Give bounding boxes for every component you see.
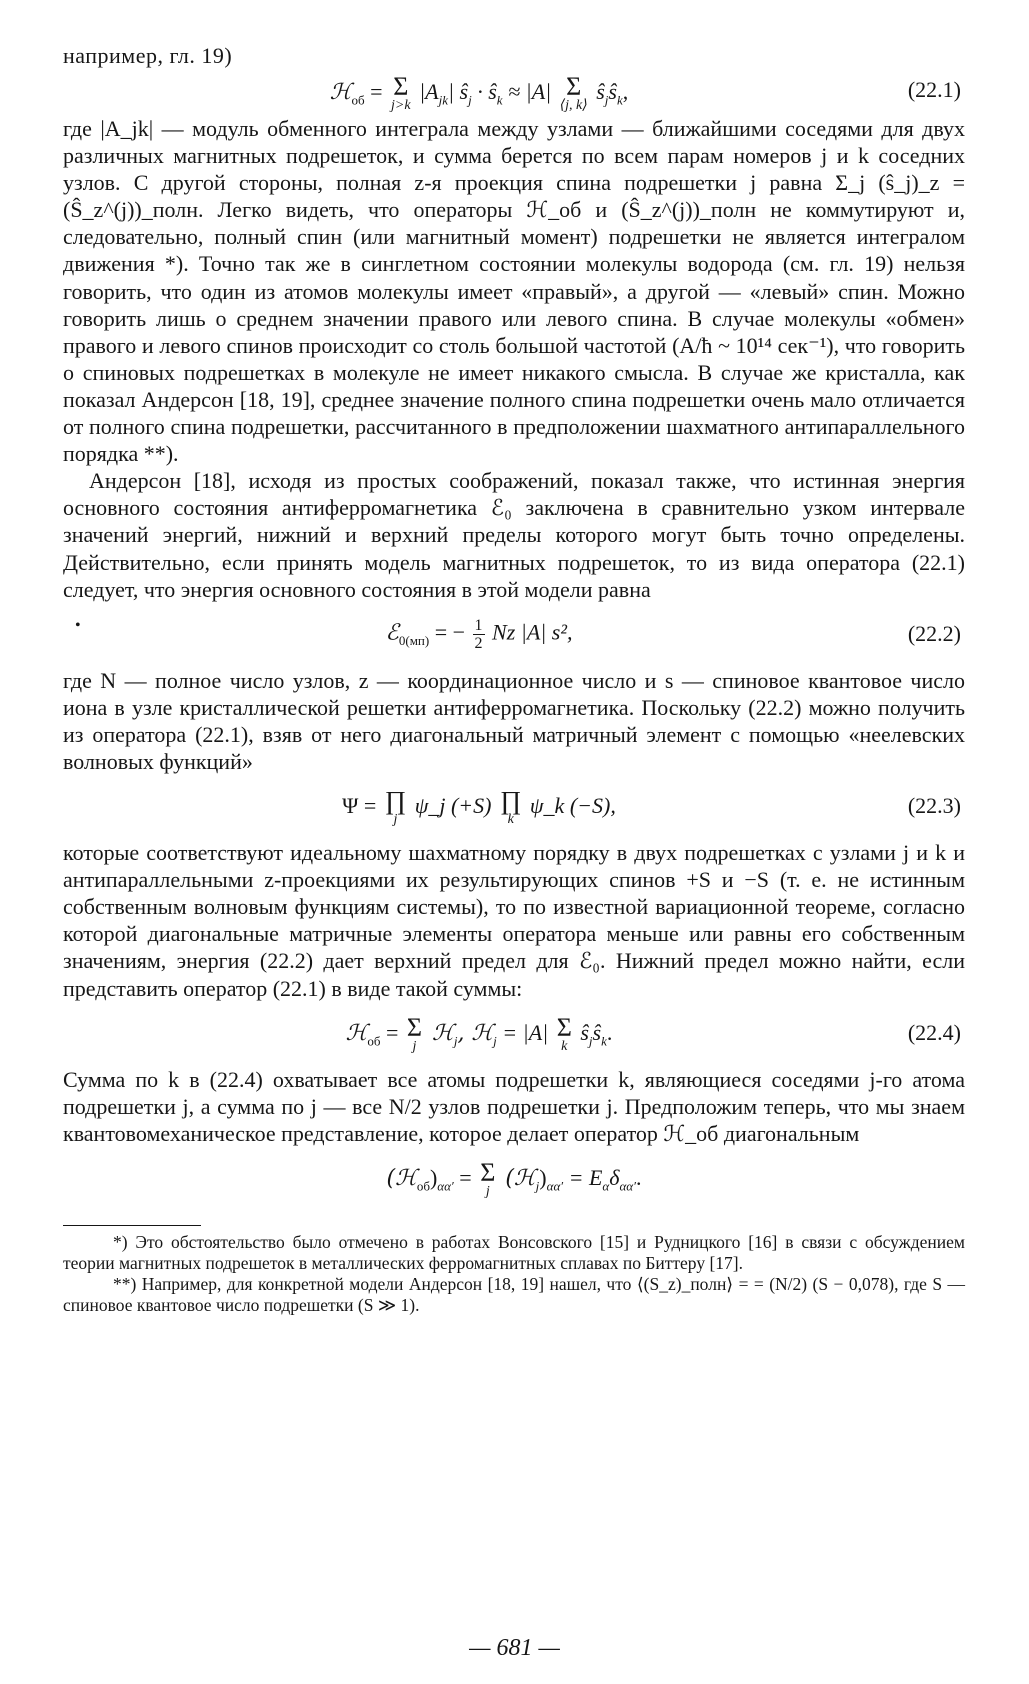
eq1-hamiltonian: ℋ — [329, 80, 352, 106]
eq3-term2: ψ_k (−S), — [524, 793, 616, 819]
eq4-term1-sub: j — [453, 1033, 458, 1049]
equation-22-2 — [63, 603, 965, 667]
eq4-sum-2: Σ k — [556, 1012, 572, 1054]
eq4-hamiltonian: ℋ — [345, 1020, 368, 1046]
eq5-term1b: ) — [539, 1164, 547, 1190]
eq5-left2: ) — [429, 1164, 438, 1190]
eq1-term1e: k — [496, 92, 503, 108]
eq1-term1-sub: jk — [438, 92, 448, 108]
eq4-term1: ℋ — [425, 1020, 454, 1046]
eq2-fraction — [473, 617, 485, 652]
eq1-sum-1: Σ j>k — [391, 72, 411, 113]
eq4-term2b: j — [588, 1033, 593, 1049]
eq3-prod-2-sign: ∏ — [499, 786, 522, 816]
eq4-hamiltonian-sub: об — [367, 1033, 381, 1049]
eq3-prod-1-sub: j — [393, 812, 398, 828]
eq5-equals: = — [453, 1164, 478, 1190]
lead-line: например, гл. 19) — [63, 43, 233, 68]
eq4-equals: = — [380, 1019, 404, 1045]
eq1-approx: ≈ |A| — [502, 79, 557, 105]
eq5-term1c: αα′ — [546, 1178, 564, 1194]
eq1-equals: = — [364, 79, 389, 105]
eq3-prod-2-sub: k — [507, 812, 514, 828]
eq1-term1: |A — [419, 79, 439, 105]
eq2-frac-top: 1 — [474, 616, 483, 634]
eq5-term1e: α — [602, 1178, 610, 1194]
equation-number-22-4: (22.4) — [907, 1019, 961, 1045]
eq1-term2b: j — [604, 92, 609, 108]
eq5-left: (ℋ — [386, 1165, 417, 1191]
eq3-term1: ψ_j (+S) — [409, 793, 497, 819]
page-body — [63, 42, 965, 1316]
eq5-term1h: . — [635, 1164, 642, 1190]
equation-number-22-2: (22.2) — [907, 620, 961, 646]
eq1-term2e: , — [622, 79, 629, 105]
eq2-energy-sub: 0(мп) — [398, 632, 430, 648]
equation-diagonal — [63, 1147, 965, 1211]
eq1-term1d: · ŝ — [471, 79, 497, 105]
eq1-term1c: j — [468, 92, 472, 108]
eq5-sum-sub: j — [485, 1183, 490, 1199]
paragraph-4: которые соответствуют идеальному шахматному порядку в двух подрешетках с узлами j и k и антипараллельными z-проекциями их результирующих спинов +S и −S (т. е. не истинным собственным волновым функциям системы), то по известной вариационной теореме, согласно которой диагональные матричные элементы оператора меньше или равны его собственным значениям, энергия (22.2) дает верхний предел для ℰ₀. Нижний предел можно найти, если представить оператор (22.1) в виде такой суммы: — [63, 840, 965, 1001]
eq4-term1c: j — [493, 1033, 497, 1049]
footnote-2: **) Например, для конкретной модели Андерсон [18, 19] нашел, что ⟨(S_z)_полн⟩ = = (N/2) (S − 0,078), где S — спиновое квантовое число подрешетки (S ≫ 1). — [63, 1273, 965, 1315]
eq4-term2c: ŝ — [592, 1019, 602, 1045]
eq3-prod-1-sign: ∏ — [384, 786, 407, 816]
equation-22-4 — [63, 1002, 965, 1066]
eq5-term1-sub: j — [535, 1178, 540, 1194]
eq4-term1d: = |A| — [496, 1019, 554, 1045]
eq4-term2: ŝ — [574, 1019, 589, 1045]
stray-dot: • — [75, 616, 81, 634]
eq4-sum-1: Σ j — [406, 1012, 423, 1054]
eq3-product-2 — [499, 786, 522, 828]
footnote-1: *) Это обстоятельство было отмечено в работах Вонсовского [15] и Рудницкого [16] в связи с обсуждением теории магнитных подрешеток в металлических ферромагнитных сплавах по Биттеру [17]. — [63, 1231, 965, 1273]
eq5-left2-sub: αα′ — [437, 1178, 454, 1194]
eq1-term1b: | ŝ — [448, 79, 469, 105]
eq4-term2e: . — [606, 1019, 613, 1045]
eq2-equals: = − — [429, 619, 471, 645]
eq3-product-1 — [384, 786, 407, 828]
eq5-term1d: = E — [563, 1164, 603, 1190]
paragraph-5: Сумма по k в (22.4) охватывает все атомы подрешетки k, являющиеся соседями j-го атома подрешетки j, а сумма по j — все N/2 узлов подрешетки j. Предположим теперь, что мы знаем квантовомеханическое представление, которое делает оператор ℋ_об диагональным — [63, 1066, 965, 1146]
eq1-term2c: ŝ — [608, 79, 617, 105]
footnote-rule — [63, 1225, 201, 1226]
eq4-sum-2-sub: k — [561, 1038, 568, 1054]
eq5-term1f: δ — [609, 1164, 620, 1190]
eq5-left-sub: об — [416, 1178, 430, 1194]
eq2-energy: ℰ — [385, 620, 399, 646]
equation-22-3 — [63, 775, 965, 839]
eq1-term2d: k — [616, 92, 623, 108]
eq5-sum: Σ j — [480, 1157, 496, 1199]
equation-number-22-3: (22.3) — [907, 793, 961, 819]
eq1-sum-2: Σ ⟨j, k⟩ — [559, 72, 588, 113]
eq4-term1b: , ℋ — [457, 1020, 494, 1046]
eq4-sum-1-sub: j — [412, 1038, 417, 1054]
equation-22-1 — [63, 69, 965, 115]
eq4-term2d: k — [601, 1033, 607, 1049]
eq1-sum-1-sub: j>k — [391, 98, 411, 113]
eq1-sum-2-sub: ⟨j, k⟩ — [559, 98, 588, 113]
eq3-psi: Ψ = — [342, 793, 382, 819]
eq2-frac-bot: 2 — [474, 634, 483, 652]
paragraph-2: Андерсон [18], исходя из простых соображений, показал также, что истинная энергия основного состояния антиферромагнетика ℰ₀ заключена в сравнительно узком интервале значений энергий, нижний и верхний пределы которого могут быть точно определены. Действительно, если принять модель магнитных подрешеток, то из вида оператора (22.1) следует, что энергия основного состояния в этой модели равна — [63, 468, 965, 602]
paragraph-3: где N — полное число узлов, z — координационное число и s — спиновое квантовое число иона в узле кристаллической решетки антиферромагнетика. Поскольку (22.2) можно получить из оператора (22.1), взяв от него диагональный матричный элемент с помощью «неелевских волновых функций» — [63, 667, 965, 774]
eq2-rest: Nz |A| s², — [486, 619, 573, 645]
paragraph-1: где |A_jk| — модуль обменного интеграла между узлами — ближайшими соседями для двух различных магнитных подрешеток, и сумма берется по всем парам номеров j и k соседних узлов. С другой стороны, полная z-я проекция спина подрешетки j равна Σ_j (ŝ_j)_z = (Ŝ_z^(j))_полн. Легко видеть, что операторы ℋ_об и (Ŝ_z^(j))_полн не коммутируют и, следовательно, полный спин (или магнитный момент) подрешетки не является интегралом движения *). Точно так же в синглетном состоянии молекулы водорода (см. гл. 19) нельзя говорить, что один из атомов молекулы имеет «правый», а другой — «левый» спин. Можно говорить лишь о среднем значении правого или левого спина. В случае молекулы «обмен» правого и левого спинов происходит со столь большой частотой (A/ħ ~ 10¹⁴ сек⁻¹), что говорить о спиновых подрешетках в молекуле не имеет никакого смысла. В случае же кристалла, как показал Андерсон [18, 19], среднее значение полного спина подрешетки очень мало отличается от полного спина подрешетки, рассчитанного в предположении шахматного антипараллельного порядка **). — [63, 116, 965, 467]
eq1-term2: ŝ — [596, 79, 605, 105]
equation-number-22-1: (22.1) — [907, 77, 961, 102]
eq5-term1g: αα′ — [619, 1178, 636, 1194]
eq5-term1: (ℋ — [498, 1165, 536, 1191]
page-number: — 681 — — [469, 1635, 560, 1661]
eq1-hamiltonian-sub: об — [351, 92, 365, 108]
